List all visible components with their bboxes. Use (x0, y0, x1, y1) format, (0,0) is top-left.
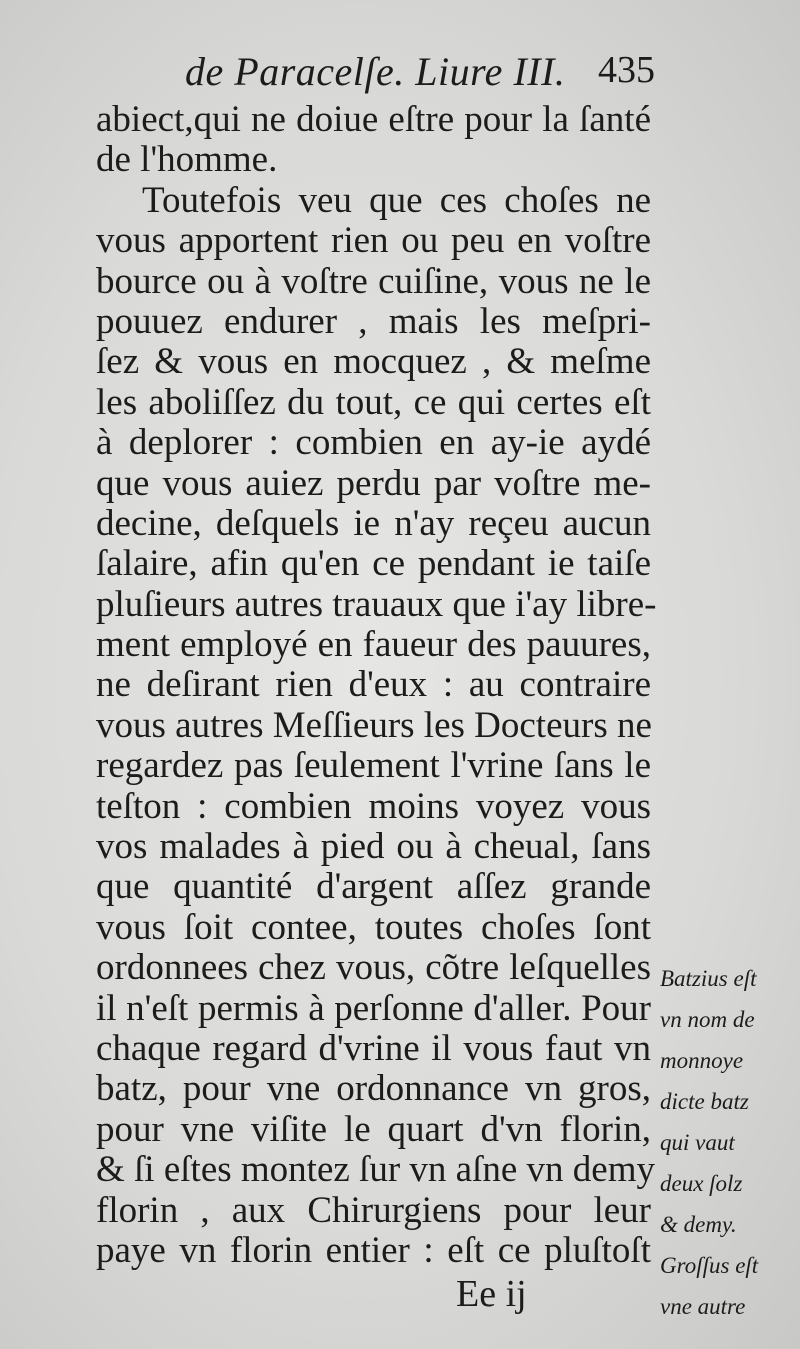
margin-note-line: vne autre (660, 1294, 746, 1319)
signature-mark: Ee ij (456, 1273, 527, 1315)
text-line: que quantité d'argent aſſez grande (96, 866, 651, 908)
page-header (185, 48, 655, 94)
running-title: de Paracelſe. Liure III. (185, 49, 566, 94)
text-line: & ſi eſtes montez ſur vn aſne vn demy (96, 1149, 655, 1191)
text-line: chaque regard d'vrine il vous faut vn (96, 1027, 651, 1069)
text-line: les aboliſſez du tout, ce qui certes eſt (96, 381, 651, 423)
text-line: ne deſirant rien d'eux : au contraire (96, 664, 651, 706)
page-number: 435 (598, 49, 655, 91)
margin-note-line: Batzius eſt (660, 966, 757, 991)
text-line: que vous auiez perdu par voſtre me- (96, 462, 651, 504)
margin-note (660, 958, 785, 1327)
text-line: ordonnees chez vous, cõtre leſquelles (96, 947, 651, 989)
text-line: vous ſoit contee, toutes choſes ſont (96, 906, 651, 948)
margin-note-line: Groſſus eſt (660, 1253, 759, 1278)
text-line: regardez pas ſeulement l'vrine ſans le (96, 745, 651, 787)
margin-note-line: deux ſolz (660, 1171, 743, 1196)
text-line: pluſieurs autres trauaux que i'ay libre- (96, 583, 657, 625)
text-line: pouuez endurer , mais les meſpri- (96, 300, 651, 342)
margin-note-line: dicte batz (660, 1089, 749, 1114)
text-line: decine, deſquels ie n'ay reçeu aucun (96, 502, 651, 544)
text-line: paye vn florin entier : eſt ce pluſtoſt (96, 1229, 651, 1271)
text-line: ſez & vous en mocquez , & meſme (96, 341, 651, 383)
text-line: florin , aux Chirurgiens pour leur (96, 1189, 651, 1231)
text-line: batz, pour vne ordonnance vn gros, (96, 1068, 651, 1110)
text-line: bource ou à voſtre cuiſine, vous ne le (96, 260, 651, 302)
text-line: il n'eſt permis à perſonne d'aller. Pour (96, 987, 651, 1029)
margin-note-line: qui vaut (660, 1130, 735, 1155)
text-line: vous autres Meſſieurs les Docteurs ne (96, 704, 652, 746)
text-line: vous apportent rien ou peu en voſtre (96, 220, 651, 262)
main-text (96, 99, 657, 1271)
text-line: vos malades à pied ou à cheual, ſans (96, 826, 651, 868)
text-line: de l'homme. (96, 139, 278, 181)
text-line: ment employé en faueur des pauures, (96, 624, 651, 666)
text-line: abiect,qui ne doiue eſtre pour la ſanté (96, 99, 651, 140)
text-line: ſalaire, afin qu'en ce pendant ie taiſe (96, 543, 651, 585)
text-line: à deplorer : combien en ay-ie aydé (96, 422, 651, 464)
text-line: teſton : combien moins voyez vous (96, 785, 651, 827)
text-line: Toutefois veu que ces choſes ne (142, 179, 651, 221)
margin-note-line: monnoye (660, 1048, 744, 1073)
margin-note-line: vn nom de (660, 1007, 755, 1032)
text-line: pour vne viſite le quart d'vn florin, (96, 1108, 651, 1150)
margin-note-line: & demy. (660, 1212, 737, 1237)
